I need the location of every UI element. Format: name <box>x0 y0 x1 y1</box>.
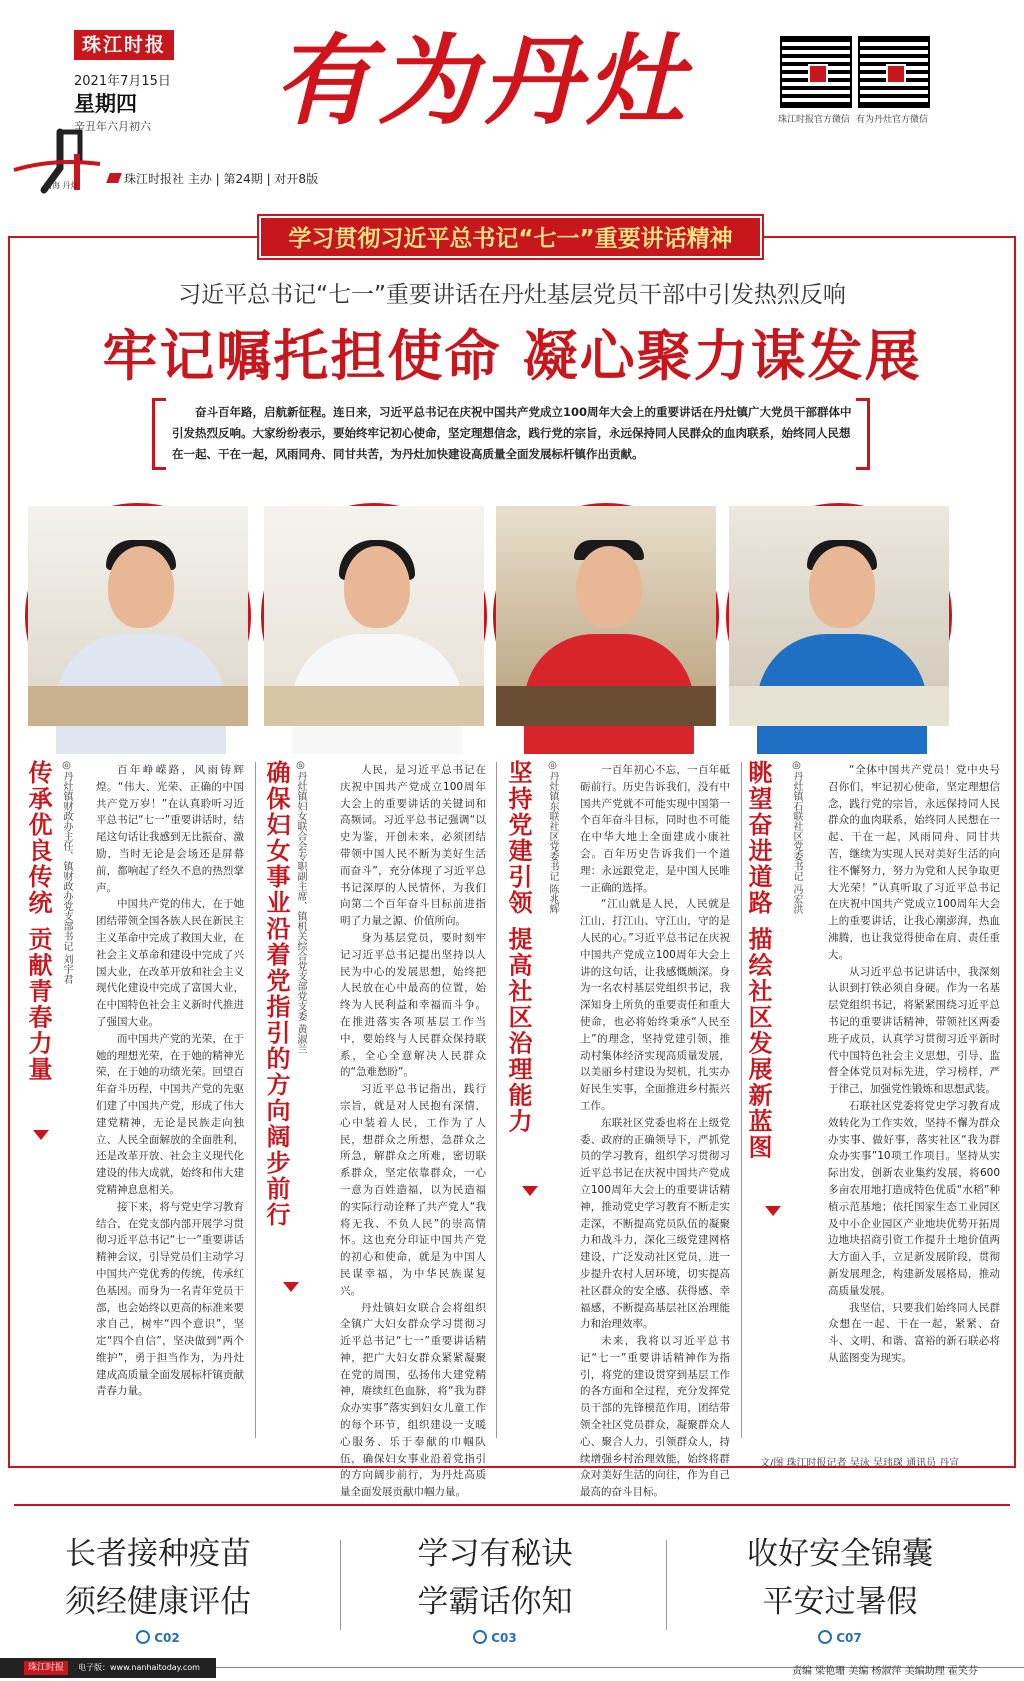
intro-bracket-right <box>856 398 870 470</box>
issue-weekday: 星期四 <box>74 92 137 116</box>
flag-icon <box>106 173 122 183</box>
editor-credits: 责编 梁艳珊 美编 杨淑萍 美编助理 霍笑芬 <box>792 1666 978 1677</box>
article-2-title: 确保妇女事业沿着党指引的方向阔步前行 <box>262 760 291 1228</box>
arrow-down-icon <box>33 1130 49 1140</box>
teaser-c02[interactable] <box>8 1530 308 1645</box>
intro-bracket-left <box>152 398 166 470</box>
teaser-line-1: 长者接种疫苗 <box>65 1536 251 1572</box>
arrow-down-icon <box>765 1206 781 1216</box>
teaser-page: C07 <box>690 1630 990 1645</box>
qr-caption-danzao: 有为丹灶官方微信 <box>856 115 929 125</box>
article-3-body: 一百年初心不忘，一百年砥砺前行。历史告诉我们，没有中国共产党就不可能实现中国第一个百年奋斗目标，同时也不可能在中华大地上全面建成小康社会。百年历史告诉我们一个道理：永远跟党走，是中国人民唯一正确的选择。 “江山就是人民，人民就是江山，打江山、守江山，守的是人民的心。”习近平总书记在庆祝中国共产党成立100周年大会上讲的这句话，让我感慨颇深。身为一名农村基层党组织书记，我深知身上所负的重要责任和重大使命，也必将始终秉承“人民至上”的理念，坚持党建引领，推动村集体经济实现高质量发展，以美丽乡村建设为契机，扎实办好民生实事，全面推进乡村振兴工作。 东联社区党委也将在上级党委、政府的正确领导下，严抓党员的学习教育，组织学习贯彻习近平总书记在庆祝中国共产党成立100周年大会上的重要讲话精神，推动党史学习教育不断走实走深，不断提高党员队伍的凝聚力和战斗力，深化三级党建网格建设，广泛发动社区党员，进一步提升农村人居环境，切实提高社区群众的安全感、获得感、幸福感，不断提高基层社区治理能力和治理效率。 未来，我将以习近平总书记“七一”重要讲话精神作为指引，将党的建设贯穿到基层工作的各方面和全过程，充分发挥党员干部的先锋模范作用，团结带领全社区党员群众，凝聚群众人心、聚合人力，引领群众人，持续增强乡村治理效能，始终将群众对美好生活的向往，作为自己最高的奋斗目标。 <box>580 764 730 1499</box>
column-divider <box>741 762 742 1438</box>
teaser-divider <box>666 1540 667 1630</box>
article-1-byline: ◎丹灶镇财政办主任、镇财政办党支部书记 刘宇君 <box>61 760 72 985</box>
teaser-line-2: 学霸话你知 <box>417 1584 573 1620</box>
arrow-down-icon <box>522 1186 538 1196</box>
portrait-chen-zhaohui <box>493 503 719 729</box>
portrait-feng-honghong <box>726 503 952 729</box>
column-divider <box>496 762 497 1438</box>
article-subtitle: 习近平总书记“七一”重要讲话在丹灶基层党员干部中引发热烈反响 <box>178 282 846 308</box>
article-intro: 奋斗百年路，启航新征程。连日来，习近平总书记在庆祝中国共产党成立100周年大会上的重要讲话在丹灶镇广大党员干部群体中引发热烈反响。大家纷纷表示，要始终牢记初心使命，坚定理想信念，践行党的宗旨，永远保持同人民群众的血肉联系，始终同人民想在一起、干在一起，风雨同舟、同甘共苦，为丹灶加快建设高质量全面发展标杆镇作出贡献。 <box>172 405 852 461</box>
teaser-rule <box>14 1504 1010 1506</box>
article-4-title: 眺望奋进道路 描绘社区发展新蓝图 <box>744 760 773 1161</box>
footer-logo: 珠江时报 <box>24 1661 68 1675</box>
portrait-liu-yujun <box>25 503 251 729</box>
article-1-body: 百年峥嵘路，风雨铸辉煌。“伟大、光荣、正确的中国共产党万岁！”在认真聆听习近平总书记“七一”重要讲话时，结尾这句话让我感到无比振奋、激励，当时无论是会场还是屏幕前，都响起了经久不息的热烈掌声。 中国共产党的伟大，在于她团结带领全国各族人民在新民主主义革命中完成了救国大业，在社会主义革命和建设中完成了兴国大业，在改革开放和社会主义现代化建设中完成了富国大业，在中国特色社会主义新时代推进了强国大业。 而中国共产党的光荣，在于她的理想光荣，在于她的精神光荣，在于她的功绩光荣。回望百年奋斗历程，中国共产党的先驱们建了中国共产党，形成了伟大建党精神，无论是民族走向独立、人民全面解放的全面胜利，还是改革开放、社会主义现代化建设的伟大成就，始终和伟大建党精神息息相关。 接下来，将与党史学习教育结合，在党支部内部开展学习贯彻习近平总书记“七一”重要讲话精神会议，引导党员们主动学习中国共产党优秀的传统，传承红色基因。而身为一名青年党员干部，也会始终以更高的标准来要求自己，树牢“四个意识”，坚定“四个自信”，坚决做到“两个维护”，勇于担当作为，为丹灶建成高质量全面发展标杆镇贡献青春力量。 <box>96 764 244 1398</box>
qr-code-zhujiang[interactable] <box>780 36 852 108</box>
teaser-c07[interactable] <box>690 1530 990 1645</box>
danzao-logo-text: 南海 丹灶 <box>44 181 79 190</box>
article-headline: 牢记嘱托担使命 凝心聚力谋发展 <box>102 323 922 388</box>
publisher-info <box>108 170 318 187</box>
footer-url[interactable]: 电子版：www.nanhaitoday.com <box>78 1663 200 1672</box>
article-4-byline: ◎丹灶镇石联社区党委书记 冯宏洪 <box>791 760 802 915</box>
teaser-line-2: 须经健康评估 <box>65 1584 251 1620</box>
teaser-page: C02 <box>8 1630 308 1645</box>
teaser-page: C03 <box>345 1630 645 1645</box>
teaser-line-1: 收好安全锦囊 <box>747 1536 933 1572</box>
article-2-body: 人民，是习近平总书记在庆祝中国共产党成立100周年大会上的重要讲话的关键词和高频词。习近平总书记强调“以史为鉴，开创未来，必须团结带领中国人民不断为美好生活而奋斗”，充分体现了习近平总书记深厚的人民情怀，为我们向第二个百年奋斗目标前进指明了力量之源、价值所向。 身为基层党员，要时刻牢记习近平总书记提出坚持以人民为中心的发展思想，始终把人民放在心中最高的位置，始终为人民利益和幸福而斗争。在推进落实各项基层工作当中，要始终与人民群众保持联系，全心全意解决人民群众的“急难愁盼”。 习近平总书记指出，践行宗旨，就是对人民抱有深情，心中装着人民，工作为了人民，想群众之所想，急群众之所急，解群众之所难，密切联系群众，坚定依靠群众，一心一意为百姓造福，以为民造福的实际行动诠释了共产党人“我将无我、不负人民”的崇高情怀。这也充分印证中国共产党的初心和使命，就是为中国人民谋幸福，为中华民族谋复兴。 丹灶镇妇女联合会将组织全镇广大妇女群众学习贯彻习近平总书记“七一”重要讲话精神，把广大妇女群众紧紧凝聚在党的周围，弘扬伟大建党精神，赓续红色血脉，将“我为群众办实事”落实到妇女儿童工作的每个环节，组织建设一支暖心服务、乐于奉献的巾帼队伍，确保妇女事业沿着党指引的方向阔步前行，为丹灶高质量全面发展贡献巾帼力量。 <box>340 764 486 1499</box>
edition-title: 有为丹灶 <box>274 24 691 139</box>
qr-code-danzao[interactable] <box>858 36 930 108</box>
teaser-divider <box>340 1540 341 1630</box>
teaser-line-2: 平安过暑假 <box>762 1584 918 1620</box>
paper-logo: 珠江时报 <box>74 30 174 60</box>
article-2-byline: ◎丹灶镇妇女联合会专职副主席、镇机关综合党支部党支委 黄淑兰 <box>295 760 306 1055</box>
issue-date: 2021年7月15日 <box>74 74 171 89</box>
lunar-date: 辛丑年六月初六 <box>74 120 151 133</box>
article-credit: 文/图 珠江时报记者 吴泳 吴玮琛 通讯员 丹宣 <box>760 1458 960 1469</box>
article-1-title: 传承优良传统 贡献青春力量 <box>24 760 53 1083</box>
article-3-title: 坚持党建引领 提高社区治理能力 <box>504 760 533 1135</box>
qr-caption-zhujiang: 珠江时报官方微信 <box>778 115 851 125</box>
publisher-info-text: 珠江时报社 主办 | 第24期 | 对开8版 <box>124 172 319 186</box>
teaser-line-1: 学习有秘诀 <box>417 1536 573 1572</box>
portrait-huang-shulan <box>261 503 487 729</box>
danzao-logo-icon <box>14 128 114 208</box>
article-3-byline: ◎丹灶镇东联社区党委书记 陈兆辉 <box>547 760 558 915</box>
arrow-down-icon <box>283 1282 299 1292</box>
footer-bar <box>0 1658 216 1678</box>
section-banner: 学习贯彻习近平总书记“七一”重要讲话精神 <box>259 216 762 258</box>
teaser-c03[interactable] <box>345 1530 645 1645</box>
article-4-body: “全体中国共产党员！党中央号召你们，牢记初心使命，坚定理想信念，践行党的宗旨，永远保持同人民群众的血肉联系，始终同人民想在一起、干在一起，风雨同舟、同甘共苦，继续为实现人民对美好生活的向往不懈努力，努力为党和人民争取更大光荣！”认真听取了习近平总书记在庆祝中国共产党成立100周年大会上的重要讲话，让我心潮澎湃，热血沸腾，也让我觉得使命在肩、责任重大。 从习近平总书记讲话中，我深刻认识到打铁必须自身硬。作为一名基层党组织书记，将紧紧围绕习近平总书记的重要讲话精神，带领社区两委班子成员，认真学习贯彻习近平新时代中国特色社会主义思想，引导、监督全体党员对标先进，学习榜样，严于律己，加强党性锻炼和思想武装。 石联社区党委将党史学习教育成效转化为工作实效，坚持不懈为群众办实事、做好事，落实社区“我为群众办实事”10项工作项目。坚持从实际出发，创新农业集约发展，将600多亩农用地打造成特色优质“水稻”种植示范基地；依托国家生态工业园区及中小企业园区产业地块优势开拓周边地块招商引资工作提升土地价值两大方面入手，立足新发展阶段，贯彻新发展理念，构建新发展格局，推动高质量发展。 我坚信，只要我们始终同人民群众想在一起、干在一起，紧紧、奋斗、文明、和谐、富裕的新石联必将从蓝图变为现实。 <box>828 764 1000 1364</box>
column-divider <box>255 762 256 1438</box>
